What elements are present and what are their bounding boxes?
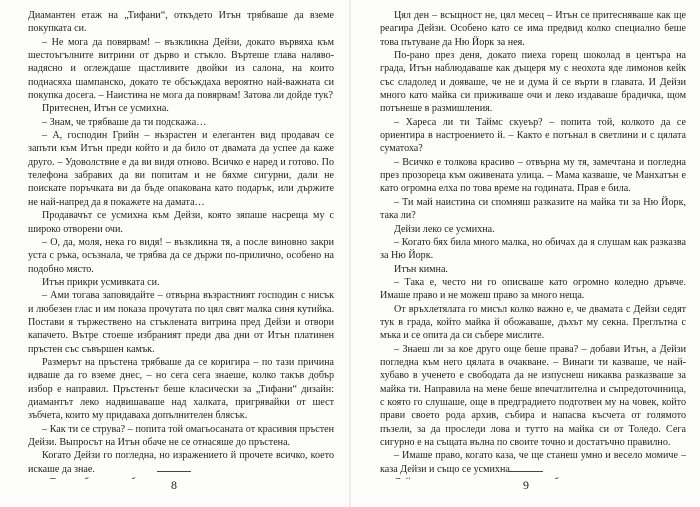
paragraph: Итън кимна.	[394, 263, 448, 275]
paragraph: По-рано през деня, докато пиеха горещ шоколад в центъра на града, Итън наблюдаваше как дъщеря му с неохота яде лимонов кейк със сладолед и дояваше, че не и дума й се върти в главата. И Дейзи много като майка си приживаше очи и леко издаваше брадичка, щом потънеше в размишления.	[380, 50, 686, 115]
paragraph: Размерът на пръстена трябваше да се коригира – по тази причина идваше да го вземе днес, – но сега сега знаеше, колко такъв добър избор е направил. Пръстенът беше класически за „Тифани“ дизайн: диамантът леко надвишаваше над халката, пригрявайки от шест зъбчета, които му придаваха допълнителен блясък.	[28, 356, 334, 422]
paragraph: – Хареса ли ти Таймс скуеър? – попита той, колкото да се ориентира в настроението й. – Както е потънал в светлини и с цялата суматоха?	[380, 116, 686, 155]
paragraph: – Ами тогава заповядайте – отвърна възрастният господин с нисък и любезен глас и им показа прочутата по цял свят малка синя кутийка. Постави я тържествено на стъклената витрина пред Дейзи и отвори капачето. Вътре стоеше избраният преди два дни от Итън платинен пръстен със съвършен камък.	[28, 290, 334, 355]
paragraph: Итън прикри усмивката си.	[42, 276, 160, 288]
left-page-number-rule	[157, 471, 191, 472]
paragraph: – Не мога да повярвам! – възкликна Дейзи, докато вървяха към шестоъгълните витрини от дърво и стъкло. Въртеше глава наляво-надясно и оглеждаше щастливите двойки из салона, на които поднасяха шампанско, докато те обсъждаха вероятно най-важната си покупка досега. – Наистина не мога да повярвам! Затова ли дойде тук?	[28, 36, 334, 102]
paragraph: – Когато бях била много малка, но обичах да я слушам как разказва за Ню Йорк.	[380, 236, 686, 262]
paragraph: – Имаше право, когато каза, че ще станеш умно и весело момиче – каза Дейзи и също се усмихна.	[380, 450, 686, 475]
left-page-number: 8	[171, 478, 177, 492]
right-page	[380, 9, 686, 479]
right-page-number: 9	[523, 478, 529, 492]
left-page	[28, 9, 334, 479]
paragraph: – Така е, често ни го описваше като огромно коледно дръвче. Имаше право и не можеш право за много неща.	[380, 276, 686, 302]
paragraph: – Ти май наистина си спомняш разказите на майка ти за Ню Йорк, така ли?	[380, 196, 686, 222]
paragraph: – Знам, че трябваше да ти подскажа…	[42, 116, 207, 128]
paragraph: – Знаеш ли за кое друго още беше права? – добави Итън, а Дейзи погледна към него цялата в очакване. – Винаги ти казваше, че най-хубаво в ученето е свободата да не изпуснеш никаква разказваше за майка ти. Направила на мене беше впечатлителна и съпредоточиница, с която го слушаше, още в предградието подготвен му на човек, който прави своето рода архив, събира и напасва късчета от голямото пъзели, за да проследи лова и тутто на майка си от Толедо. Сега сигурно е на същата вълна по своите точно и достатъчно правилно.	[380, 343, 686, 448]
paragraph: Когато Дейзи го погледна, но изражението й прочете всичко, което искаше да знае.	[28, 450, 334, 475]
book-gutter	[349, 0, 351, 507]
paragraph: Притеснен, Итън се усмихна.	[42, 103, 169, 115]
paragraph: Продавачът се усмихна към Дейзи, която зяпаше насреща му с широко отворени очи.	[28, 210, 334, 235]
paragraph: Дейзи леко се усмихна.	[394, 223, 495, 235]
paragraph: Цял ден – всъщност не, цял месец – Итън се притесняваше как ще реагира Дейзи. Особено като се има предвид колко специално беше това пътуване да Ню Йорк за нея.	[380, 10, 686, 48]
paragraph: От връхлетялата го мисъл колко важно е, че двамата с Дейзи седят тук в града, който майка й обожаваше, дъхът му секна. Преглътна с мъка и се опита да си събере мислите.	[380, 303, 686, 342]
paragraph: – Как ти се струва? – попита той омагьосаната от красивия пръстен Дейзи. Выпросът на Итън обаче не се отнасяше до пръстена.	[28, 423, 334, 448]
paragraph: – Всичко е толкова красиво – отвърна му тя, замечтана и погледна през прозореца към оживената улица. – Мама казваше, че Манхатън е като огромна елха по това време на годината. Прав е била.	[380, 156, 686, 195]
paragraph: – А, господин Грийн – възрастен и елегантен вид продавач се запъти към Итън преди който и да било от двамата да успее да каже друго. – Удоволствие е да ви видя отново. Всичко е наред и готово. По телефона забравих да ви попитам и не бяхме сигурни, дали не поискате поръчката ви да бъде опакована като подарък, или държите не най-напред да я покажете на дамата…	[28, 130, 334, 208]
paragraph: Диамантен етаж на „Тифани“, откъдето Итън трябваше да вземе покупката си.	[28, 10, 334, 35]
right-page-number-rule	[509, 471, 543, 472]
paragraph: – О, да, моля, нека го видя! – възкликна тя, а после виновно закри уста с ръка, осъзнала, че трябва да се държи по-прилично, особено на подобно място.	[28, 236, 334, 275]
